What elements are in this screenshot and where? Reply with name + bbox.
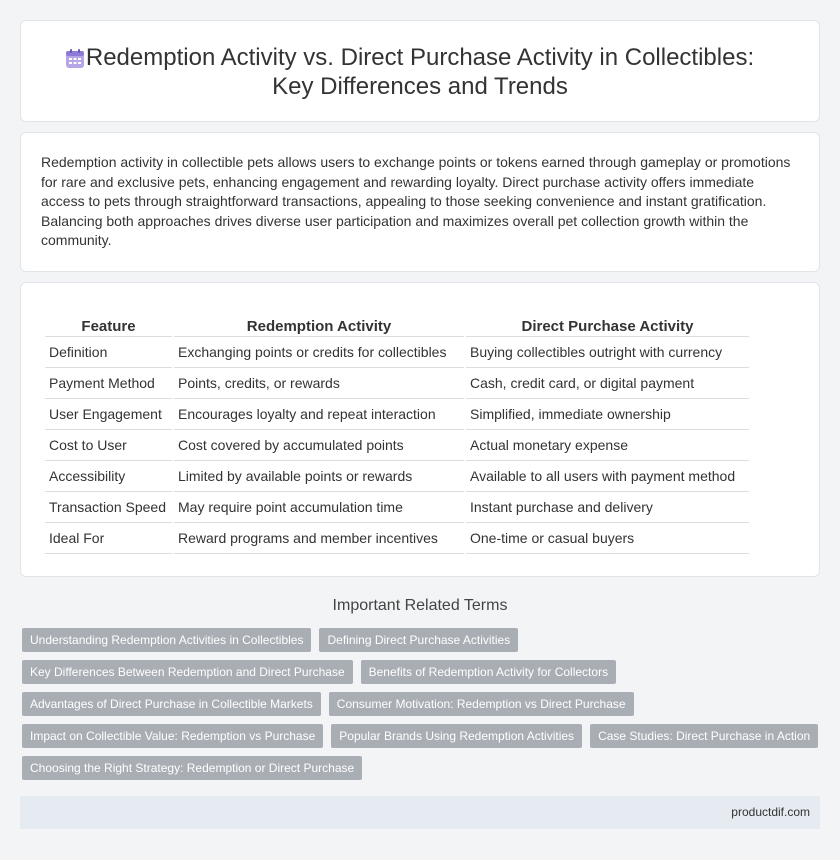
- related-term-tag[interactable]: Impact on Collectible Value: Redemption vs Purchase: [22, 724, 323, 748]
- title-card: [20, 20, 820, 122]
- related-term-tag[interactable]: Key Differences Between Redemption and Direct Purchase: [22, 660, 353, 684]
- table-cell: Definition: [45, 337, 172, 368]
- table-row: [45, 430, 749, 461]
- comparison-table: [43, 317, 751, 554]
- table-cell: One-time or casual buyers: [466, 523, 749, 554]
- intro-card: [20, 132, 820, 272]
- table-cell: Accessibility: [45, 461, 172, 492]
- related-term-tag[interactable]: Benefits of Redemption Activity for Collectors: [361, 660, 616, 684]
- table-header-row: [45, 317, 749, 337]
- related-term-tag[interactable]: Case Studies: Direct Purchase in Action: [590, 724, 818, 748]
- related-term-tag[interactable]: Defining Direct Purchase Activities: [319, 628, 518, 652]
- column-header-feature: Feature: [45, 317, 172, 337]
- table-row: [45, 337, 749, 368]
- table-cell: Available to all users with payment method: [466, 461, 749, 492]
- table-row: [45, 523, 749, 554]
- table-row: [45, 399, 749, 430]
- page-title: [21, 43, 819, 101]
- page-title-line-2: Key Differences and Trends: [272, 73, 568, 100]
- table-cell: Actual monetary expense: [466, 430, 749, 461]
- table-cell: Transaction Speed: [45, 492, 172, 523]
- related-term-tag[interactable]: Consumer Motivation: Redemption vs Direct Purchase: [329, 692, 634, 716]
- table-cell: Simplified, immediate ownership: [466, 399, 749, 430]
- table-row: [45, 461, 749, 492]
- table-cell: Cash, credit card, or digital payment: [466, 368, 749, 399]
- intro-paragraph: Redemption activity in collectible pets allows users to exchange points or tokens earned through gameplay or promotions for rare and exclusive pets, enhancing engagement and rewarding loyalty. Direct purchase activity offers immediate access to pets through straightforward transactions, appealing to those seeking convenience and instant gratification. Balancing both approaches drives diverse user participation and maximizes overall pet collection growth within the community.: [41, 154, 791, 249]
- table-cell: Limited by available points or rewards: [174, 461, 464, 492]
- table-cell: User Engagement: [45, 399, 172, 430]
- related-term-tag[interactable]: Advantages of Direct Purchase in Collectible Markets: [22, 692, 321, 716]
- page-title-line-1: Redemption Activity vs. Direct Purchase Activity in Collectibles:: [85, 44, 755, 71]
- comparison-table-card: [20, 282, 820, 577]
- table-cell: May require point accumulation time: [174, 492, 464, 523]
- table-cell: Reward programs and member incentives: [174, 523, 464, 554]
- table-cell: Buying collectibles outright with currency: [466, 337, 749, 368]
- table-row: [45, 492, 749, 523]
- table-cell: Exchanging points or credits for collectibles: [174, 337, 464, 368]
- table-cell: Cost covered by accumulated points: [174, 430, 464, 461]
- table-row: [45, 368, 749, 399]
- column-header-direct-purchase: Direct Purchase Activity: [466, 317, 749, 337]
- related-term-tag[interactable]: Understanding Redemption Activities in Collectibles: [22, 628, 311, 652]
- related-term-tag[interactable]: Popular Brands Using Redemption Activities: [331, 724, 582, 748]
- table-cell: Instant purchase and delivery: [466, 492, 749, 523]
- table-cell: Cost to User: [45, 430, 172, 461]
- table-cell: Payment Method: [45, 368, 172, 399]
- column-header-redemption: Redemption Activity: [174, 317, 464, 337]
- related-term-tag[interactable]: Choosing the Right Strategy: Redemption or Direct Purchase: [22, 756, 362, 780]
- table-cell: Ideal For: [45, 523, 172, 554]
- table-cell: Points, credits, or rewards: [174, 368, 464, 399]
- related-terms-list: [22, 628, 822, 788]
- related-terms-heading: Important Related Terms: [332, 597, 508, 614]
- footer-site-link[interactable]: productdif.com: [731, 805, 810, 819]
- table-cell: Encourages loyalty and repeat interaction: [174, 399, 464, 430]
- footer: [20, 796, 820, 829]
